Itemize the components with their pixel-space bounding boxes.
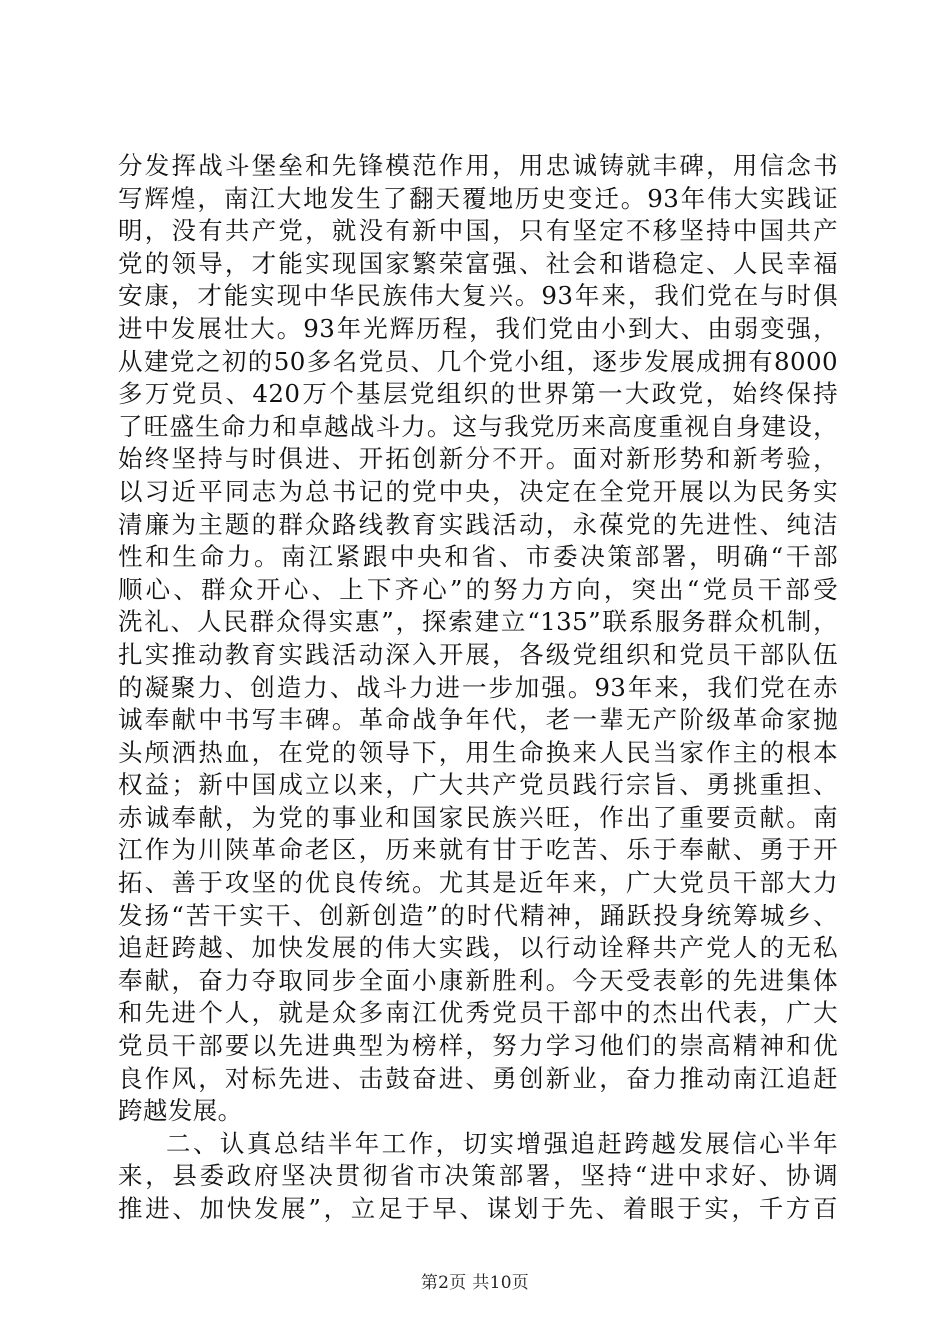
text-line: 从建党之初的50多名党员、几个党小组，逐步发展成拥有8000 <box>118 346 838 376</box>
section-heading-line: 二、认真总结半年工作，切实增强追赶跨越发展信心半年 <box>166 1128 838 1158</box>
text-line: 扎实推动教育实践活动深入开展，各级党组织和党员干部队伍 <box>118 639 838 669</box>
text-line: 明，没有共产党，就没有新中国，只有坚定不移坚持中国共产 <box>118 216 838 246</box>
text-line: 进中发展壮大。93年光辉历程，我们党由小到大、由弱变强， <box>118 313 838 343</box>
text-line: 始终坚持与时俱进、开拓创新分不开。面对新形势和新考验， <box>118 444 838 474</box>
text-line: 的凝聚力、创造力、战斗力进一步加强。93年来，我们党在赤 <box>118 672 838 702</box>
text-line: 良作风，对标先进、击鼓奋进、勇创新业，奋力推动南江追赶 <box>118 1063 838 1093</box>
text-line: 追赶跨越、加快发展的伟大实践，以行动诠释共产党人的无私 <box>118 933 838 963</box>
page-number-footer: 第2页 共10页 <box>420 1273 530 1293</box>
text-line: 发扬“苦干实干、创新创造”的时代精神，踊跃投身统筹城乡、 <box>118 900 838 930</box>
text-line: 分发挥战斗堡垒和先锋模范作用，用忠诚铸就丰碑，用信念书 <box>118 151 838 180</box>
text-line: 清廉为主题的群众路线教育实践活动，永葆党的先进性、纯洁 <box>118 509 838 539</box>
text-line: 顺心、群众开心、上下齐心”的努力方向，突出“党员干部受 <box>118 574 838 604</box>
body-text <box>118 150 838 1226</box>
text-line: 赤诚奉献，为党的事业和国家民族兴旺，作出了重要贡献。南 <box>118 802 838 832</box>
text-line: 党员干部要以先进典型为榜样，努力学习他们的崇高精神和优 <box>118 1031 838 1061</box>
text-line: 诚奉献中书写丰碑。革命战争年代，老一辈无产阶级革命家抛 <box>118 705 838 735</box>
text-line: 党的领导，才能实现国家繁荣富强、社会和谐稳定、人民幸福 <box>118 248 838 278</box>
text-line: 来，县委政府坚决贯彻省市决策部署，坚持“进中求好、协调 <box>118 1161 838 1191</box>
text-line: 性和生命力。南江紧跟中央和省、市委决策部署，明确“干部 <box>118 542 838 572</box>
text-line: 头颅洒热血，在党的领导下，用生命换来人民当家作主的根本 <box>118 737 838 767</box>
text-line: 江作为川陕革命老区，历来就有甘于吃苦、乐于奉献、勇于开 <box>118 835 838 865</box>
text-line: 权益；新中国成立以来，广大共产党员践行宗旨、勇挑重担、 <box>118 770 838 800</box>
text-line: 了旺盛生命力和卓越战斗力。这与我党历来高度重视自身建设， <box>118 411 838 441</box>
text-line: 拓、善于攻坚的优良传统。尤其是近年来，广大党员干部大力 <box>118 868 838 898</box>
text-line: 以习近平同志为总书记的党中央，决定在全党开展以为民务实 <box>118 476 838 506</box>
text-line: 和先进个人，就是众多南江优秀党员干部中的杰出代表，广大 <box>118 998 838 1028</box>
text-line: 安康，才能实现中华民族伟大复兴。93年来，我们党在与时俱 <box>118 281 838 311</box>
text-line: 写辉煌，南江大地发生了翻天覆地历史变迁。93年伟大实践证 <box>118 183 838 213</box>
text-line: 推进、加快发展”，立足于早、谋划于先、着眼于实，千方百 <box>118 1194 838 1223</box>
text-line: 洗礼、人民群众得实惠”，探索建立“135”联系服务群众机制， <box>118 607 838 637</box>
text-line: 多万党员、420万个基层党组织的世界第一大政党，始终保持 <box>118 379 838 409</box>
text-line: 奉献，奋力夺取同步全面小康新胜利。今天受表彰的先进集体 <box>118 965 838 995</box>
paragraph-end-line: 跨越发展。 <box>118 1096 243 1126</box>
